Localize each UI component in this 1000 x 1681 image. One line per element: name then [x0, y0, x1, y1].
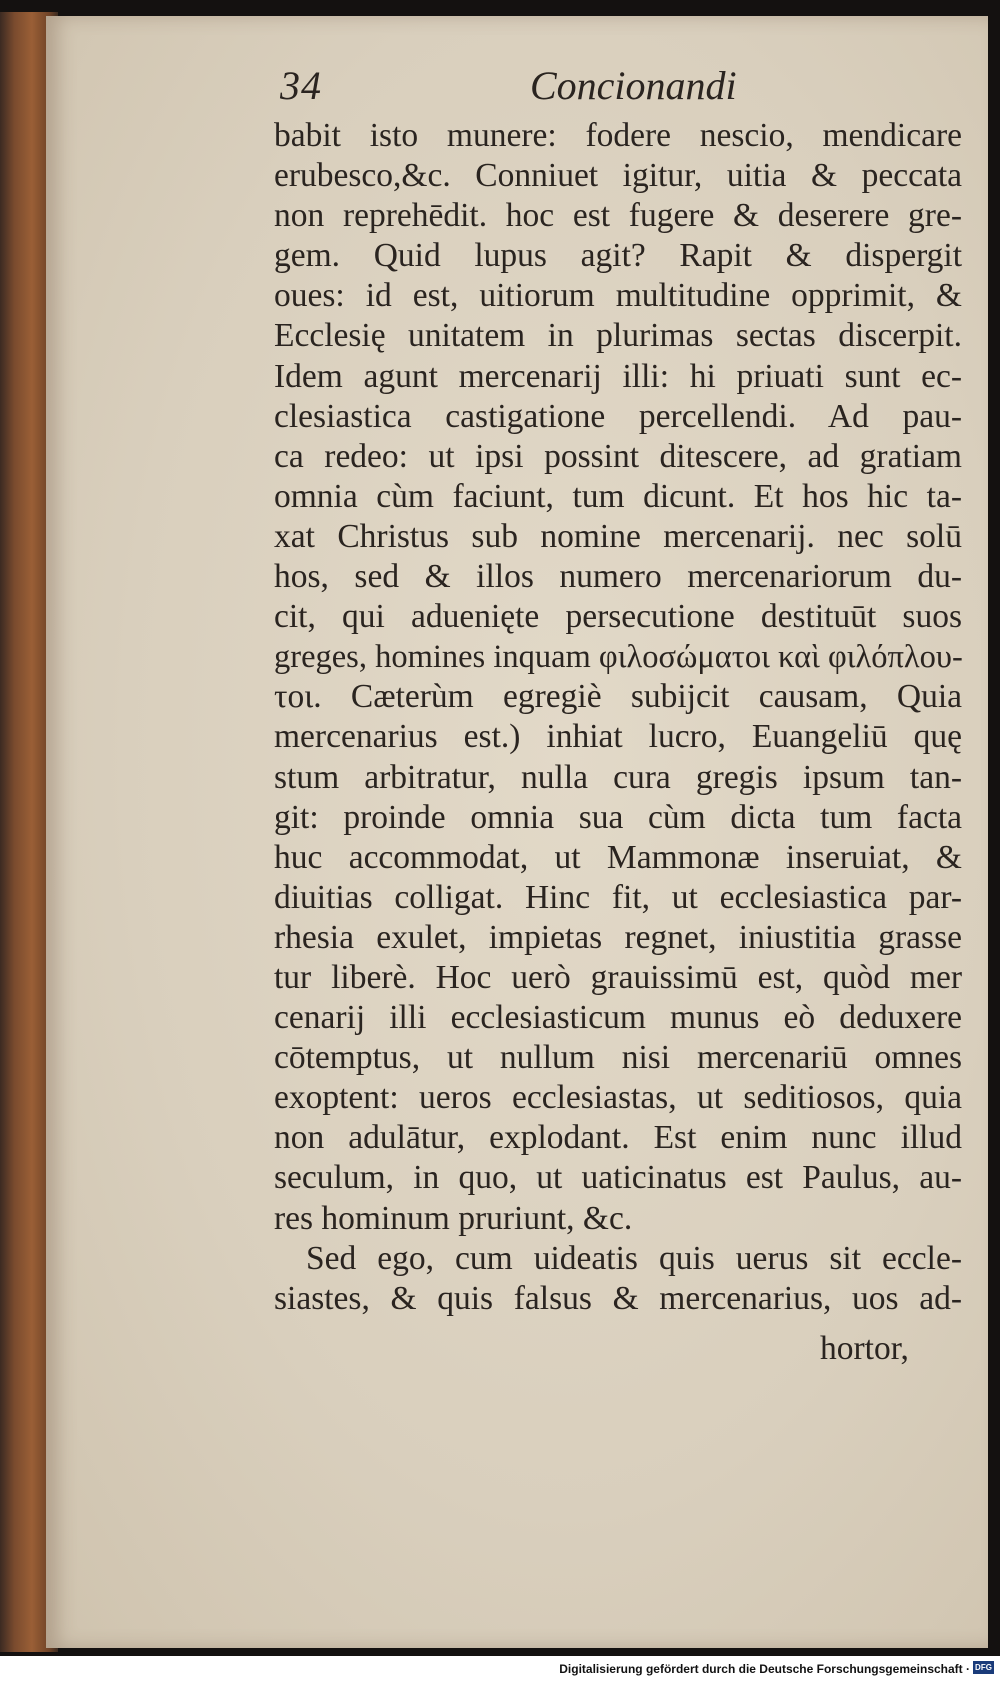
text-line: hos, sed & illos numero mercenariorum du- [274, 558, 962, 596]
text-line: Sed ego, cum uideatis quis uerus sit eccle- [306, 1239, 962, 1277]
text-line: clesiastica castigatione percellendi. Ad pau- [274, 397, 962, 435]
text-line: seculum, in quo, ut uaticinatus est Paulus, au- [274, 1159, 962, 1197]
text-line: siastes, & quis falsus & mercenarius, uos ad- [274, 1279, 962, 1317]
text-line: rhesia exulet, impietas regnet, iniustitia grasse [274, 918, 962, 956]
text-line: oues: id est, uitiorum multitudine opprimit, & [274, 277, 962, 315]
footer-credit: Digitalisierung gefördert durch die Deutsche Forschungsgemeinschaft · [559, 1662, 970, 1676]
text-line: omnia cùm faciunt, tum dicunt. Et hos hic ta- [274, 477, 962, 515]
text-line: non reprehēdit. hoc est fugere & deserere gre- [274, 197, 962, 235]
text-line: ca redeo: ut ipsi possint ditescere, ad gratiam [274, 437, 962, 475]
text-line: Idem agunt mercenarij illi: hi priuati sunt ec- [274, 357, 962, 395]
page-number: 34 [280, 63, 322, 108]
text-line: diuitias colligat. Hinc fit, ut ecclesiastica par- [274, 878, 962, 916]
text-line: erubesco,&c. Conniuet igitur, uitia & peccata [274, 157, 962, 195]
text-line: xat Christus sub nomine mercenarij. nec solū [274, 517, 962, 555]
text-line: greges, homines inquam φιλοσώματοι καὶ φιλόπλου- [274, 639, 963, 676]
dfg-logo-icon: DFG [973, 1661, 994, 1674]
text-line: tur liberè. Hoc uerò grauissimū est, quòd mer [274, 958, 962, 996]
text-line: cit, qui aduenięte persecutione destituūt suos [274, 598, 962, 636]
text-line: τοι. Cæterùm egregiè subijcit causam, Quia [274, 678, 962, 716]
text-line: non adulātur, explodant. Est enim nunc illud [274, 1119, 962, 1157]
digitization-footer [0, 1656, 1000, 1681]
text-line: stum arbitratur, nulla cura gregis ipsum tan- [274, 758, 962, 796]
text-line: exoptent: ueros ecclesiastas, ut seditiosos, quia [274, 1079, 962, 1117]
text-line: cenarij illi ecclesiasticum munus eò deduxere [274, 999, 962, 1037]
text-line: gem. Quid lupus agit? Rapit & dispergit [274, 237, 962, 275]
running-title: Concionandi [530, 63, 737, 108]
text-line: mercenarius est.) inhiat lucro, Euangeliū quę [274, 718, 962, 756]
text-line: huc accommodat, ut Mammonæ inseruiat, & [274, 838, 962, 876]
text-line: Ecclesię unitatem in plurimas sectas discerpit. [274, 317, 962, 355]
text-line: git: proinde omnia sua cùm dicta tum facta [274, 798, 962, 836]
text-line: cōtemptus, ut nullum nisi mercenariū omnes [274, 1039, 962, 1077]
catchword: hortor, [820, 1330, 909, 1367]
text-line: res hominum pruriunt, &c. [274, 1199, 633, 1237]
body-text [274, 116, 962, 1319]
text-line: babit isto munere: fodere nescio, mendicare [274, 117, 962, 154]
page-header [280, 62, 737, 114]
